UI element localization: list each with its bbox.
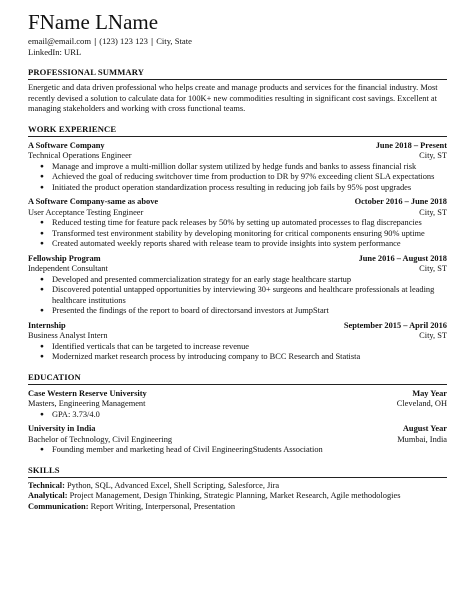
company-name: Fellowship Program [28, 253, 101, 263]
bullet-item: ● Modernized market research process by introducing company to BCC Research and Statista [52, 352, 447, 363]
bullet-item: ● GPA: 3.73/4.0 [52, 410, 447, 421]
section-title: PROFESSIONAL SUMMARY [28, 67, 447, 80]
company-name: A Software Company [28, 140, 105, 150]
skills-line [28, 481, 447, 492]
bullet-item: ● Initiated the product operation standardization process resulting in reducing job fails by 95% post upgrades [52, 183, 447, 194]
experience-entry [28, 321, 447, 363]
resume-header [28, 10, 447, 58]
skill-label: Technical: [28, 480, 65, 490]
graduation-date: May Year [412, 388, 447, 398]
candidate-name: FName LName [28, 10, 159, 34]
bullet-list [28, 162, 447, 194]
bullet-list [28, 342, 447, 363]
bullet-item: ● Developed and presented commercialization strategy for an early stage healthcare startup [52, 275, 447, 286]
linkedin-text: LinkedIn: URL [28, 47, 82, 57]
section-title: EDUCATION [28, 372, 447, 385]
job-location: City, ST [419, 264, 447, 274]
date-range: June 2016 – August 2018 [358, 253, 447, 263]
experience-entry [28, 197, 447, 250]
school-location: Cleveland, OH [396, 399, 447, 409]
degree: Bachelor of Technology, Civil Engineering [28, 434, 173, 444]
bullet-item: ● Achieved the goal of reducing switchover time from production to DR by 97% exceeding client SLA expectations [52, 172, 447, 183]
bullet-item: ● Identified verticals that can be targeted to increase revenue [52, 342, 447, 353]
job-role: Technical Operations Engineer [28, 151, 132, 161]
contact-line [28, 36, 447, 47]
bullet-list [28, 275, 447, 317]
summary-text: Energetic and data driven professional who helps create and manage products and services for the financial industry. Most recently devised a solution to calculate data for 100K+ new commodities resulting in significant cost savings. Excellent at managing stakeholders and working with cross functional teams. [28, 83, 438, 114]
skills-line [28, 502, 447, 513]
experience-entry [28, 254, 447, 317]
skill-values: Python, SQL, Advanced Excel, Shell Scripting, Salesforce, Jira [64, 480, 280, 490]
separator: | [151, 36, 154, 46]
experience-section [28, 124, 447, 363]
company-name: A Software Company-same as above [28, 197, 159, 207]
phone-text: (123) 123 123 [99, 36, 148, 46]
job-role: User Acceptance Testing Engineer [28, 207, 144, 217]
job-location: City, ST [419, 151, 447, 161]
date-range: June 2018 – Present [375, 140, 447, 150]
date-range: October 2016 – June 2018 [354, 197, 447, 207]
school-location: Mumbai, India [397, 434, 447, 444]
bullet-item: ● Reduced testing time for feature pack releases by 50% by setting up automated processes to flag discrepancies [52, 218, 447, 229]
experience-entry [28, 141, 447, 194]
bullet-list [28, 445, 447, 456]
education-section [28, 372, 447, 456]
degree: Masters, Engineering Management [28, 399, 146, 409]
job-location: City, ST [419, 331, 447, 341]
job-location: City, ST [419, 207, 447, 217]
bullet-item: ● Founding member and marketing head of Civil EngineeringStudents Association [52, 445, 447, 456]
date-range: September 2015 – April 2016 [343, 320, 447, 330]
skills-line [28, 491, 447, 502]
bullet-item: ● Presented the findings of the report to board of directorsand investors at JumpStart [52, 306, 447, 317]
skill-label: Communication: [28, 501, 89, 511]
skill-label: Analytical: [28, 491, 68, 501]
bullet-item: ● Discovered potential untapped opportunities by interviewing 30+ surgeons and healthcare professionals at leading healthcare institutions [52, 285, 447, 306]
job-role: Business Analyst Intern [28, 331, 108, 341]
bullet-item: ● Manage and improve a multi-million dollar system utilized by hedge funds and banks to assess financial risk [52, 162, 447, 173]
bullet-list [28, 410, 447, 421]
section-title: SKILLS [28, 465, 447, 478]
education-entry [28, 424, 447, 456]
email-text: email@email.com [28, 36, 92, 46]
separator: | [94, 36, 97, 46]
bullet-item: ● Created automated weekly reports shared with release team to provide insights into system performance [52, 239, 447, 250]
bullet-list [28, 218, 447, 250]
bullet-item: ● Transformed test environment stability by developing monitoring for critical components ensuring 90% uptime [52, 229, 447, 240]
summary-section [28, 67, 447, 115]
skill-values: Project Management, Design Thinking, Strategic Planning, Market Research, Agile methodologies [67, 491, 401, 501]
graduation-date: August Year [402, 424, 447, 434]
school-name: University in India [28, 424, 96, 434]
company-name: Internship [28, 320, 66, 330]
education-entry [28, 389, 447, 421]
job-role: Independent Consultant [28, 264, 108, 274]
skills-section [28, 465, 447, 513]
school-name: Case Western Reserve University [28, 388, 147, 398]
skill-values: Report Writing, Interpersonal, Presentation [88, 501, 236, 511]
location-text: City, State [156, 36, 192, 46]
section-title: WORK EXPERIENCE [28, 124, 447, 137]
